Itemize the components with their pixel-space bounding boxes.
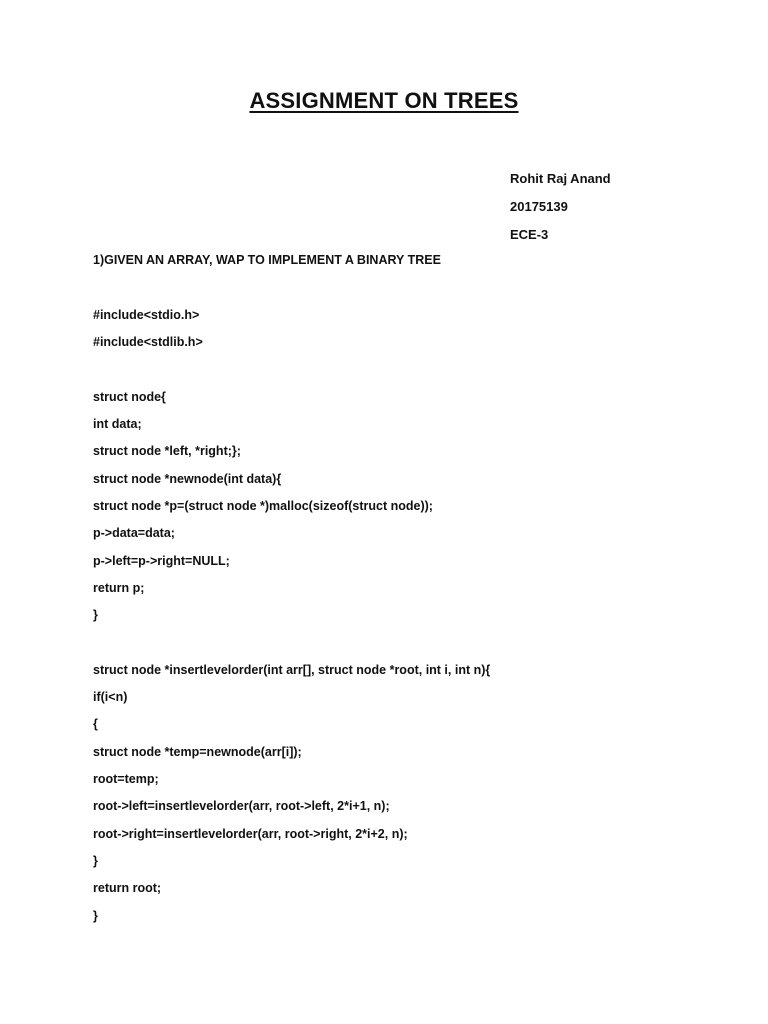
code-line: #include<stdio.h> [93,308,200,322]
code-line: root=temp; [93,772,159,787]
code-line: p->data=data; [93,526,175,541]
code-line: struct node{ [93,389,166,404]
author-roll-number: 20175139 [510,199,568,214]
code-line: struct node *newnode(int data){ [93,471,282,486]
code-line: return p; [93,580,145,595]
code-blank-line [93,634,490,661]
code-line: #include<stdlib.h> [93,335,203,350]
code-line: } [93,908,98,923]
author-block [510,170,611,254]
code-line: struct node *left, *right;}; [93,444,241,459]
code-listing [93,306,490,934]
code-line: root->right=insertlevelorder(arr, root->right, 2*i+2, n); [93,826,408,841]
code-line: int data; [93,417,142,432]
code-line: struct node *p=(struct node *)malloc(sizeof(struct node)); [93,499,433,514]
code-line: p->left=p->right=NULL; [93,553,230,568]
code-blank-line [93,361,490,388]
page-title: ASSIGNMENT ON TREES [249,88,519,113]
author-section: ECE-3 [510,227,549,242]
code-line: { [93,717,98,732]
code-line: } [93,608,98,623]
code-line: struct node *insertlevelorder(int arr[], struct node *root, int i, int n){ [93,662,491,677]
code-line: root->left=insertlevelorder(arr, root->left, 2*i+1, n); [93,799,390,814]
author-name: Rohit Raj Anand [510,171,611,186]
code-line: return root; [93,881,162,896]
code-line: struct node *temp=newnode(arr[i]); [93,744,302,759]
question-heading: 1)GIVEN AN ARRAY, WAP TO IMPLEMENT A BINARY TREE [93,253,441,267]
code-line: } [93,853,98,868]
code-line: if(i<n) [93,690,128,705]
